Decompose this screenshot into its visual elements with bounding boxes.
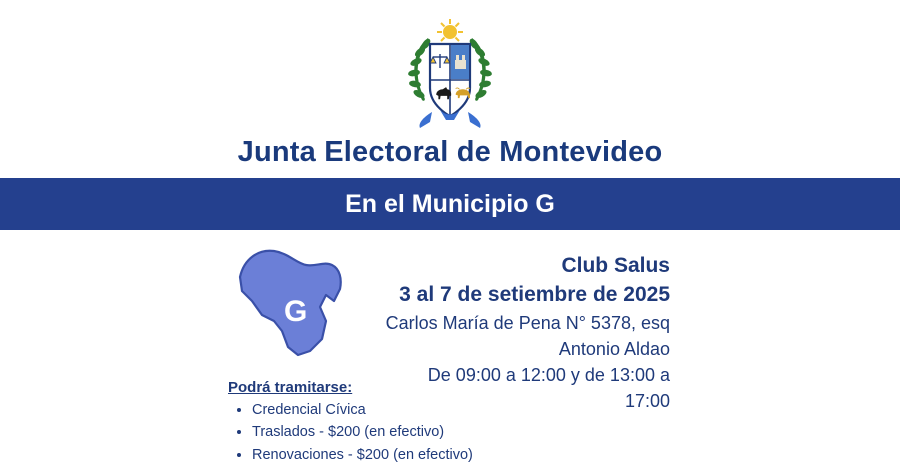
list-item: • Credencial Cívica (252, 399, 473, 421)
address-line-2: Antonio Aldao (558, 339, 670, 360)
band-label: En el Municipio G (345, 189, 555, 218)
procedures-section (228, 379, 473, 466)
event-dates: 3 al 7 de setiembre de 2025 (399, 282, 670, 306)
map-container (222, 243, 382, 373)
list-item: • Renovaciones - $200 (en efectivo) (252, 444, 473, 466)
procedures-title: Podrá tramitarse: (228, 379, 353, 396)
opening-hours: De 09:00 a 12:00 y de 13:00 a 17:00 (427, 365, 670, 412)
page-title: Junta Electoral de Montevideo (237, 136, 663, 168)
crest-container (0, 16, 900, 128)
procedures-list (228, 399, 473, 466)
venue-name: Club Salus (561, 254, 670, 277)
list-item: • Traslados - $200 (en efectivo) (252, 421, 473, 443)
map-letter-label: G (284, 295, 308, 328)
address-line-1: Carlos María de Pena N° 5378, esq (385, 312, 670, 333)
municipality-band (0, 178, 900, 230)
uruguay-coat-of-arms-icon (398, 16, 502, 128)
